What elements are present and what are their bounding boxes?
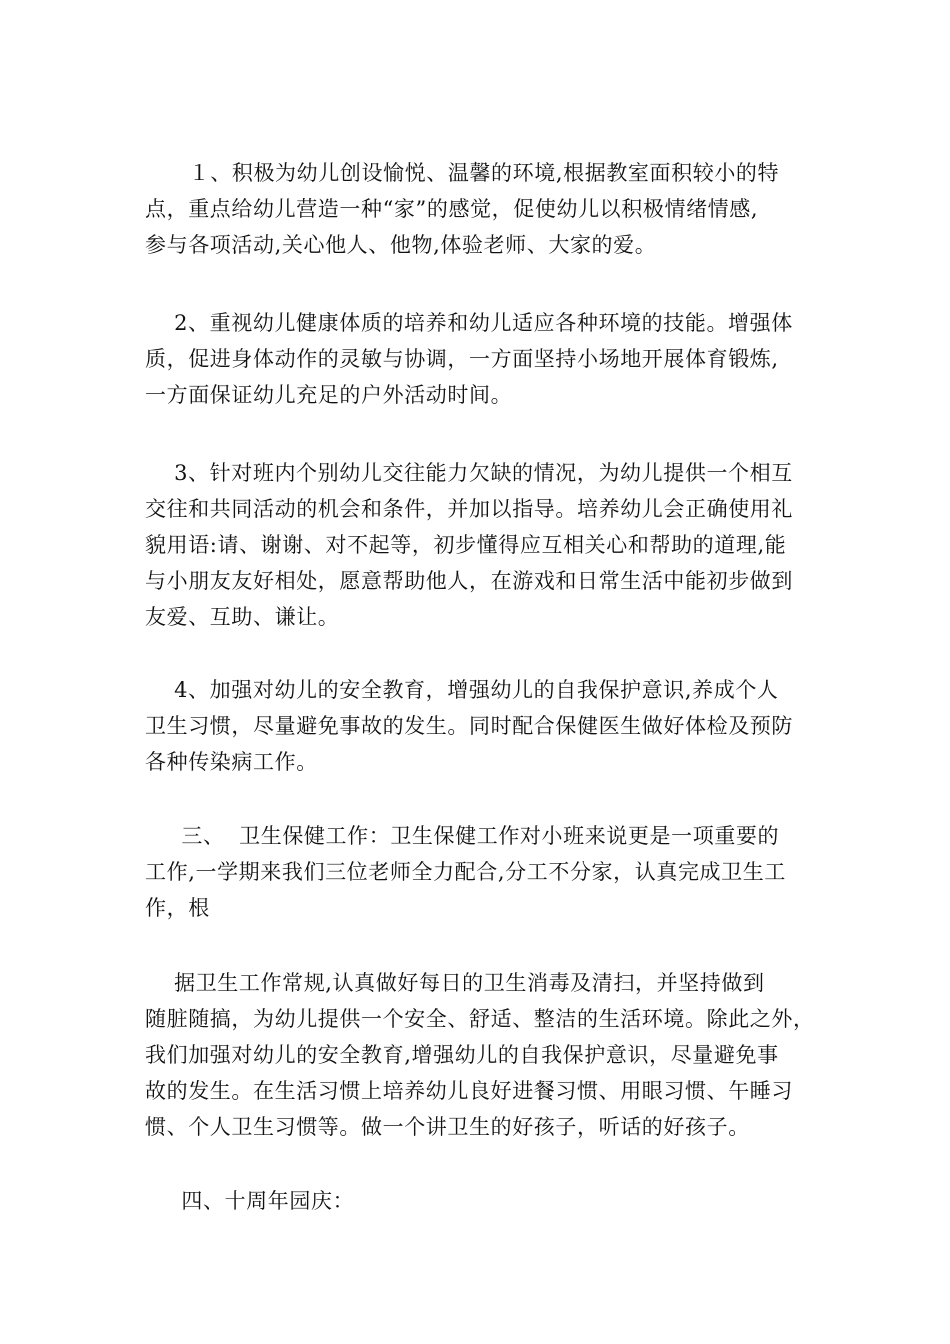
paragraph-line: 质，促进身体动作的灵敏与协调，一方面坚持小场地开展体育锻炼, bbox=[145, 347, 779, 371]
paragraph-line: 3、针对班内个别幼儿交往能力欠缺的情况，为幼儿提供一个相互 bbox=[145, 461, 793, 485]
paragraph-line: 作，根 bbox=[145, 896, 210, 920]
paragraph-1 bbox=[145, 155, 815, 263]
paragraph-line: 据卫生工作常规,认真做好每日的卫生消毒及清扫，并坚持做到 bbox=[145, 971, 765, 995]
section-heading-anniversary bbox=[145, 1183, 815, 1219]
paragraph-line: 参与各项活动,关心他人、他物,体验老师、大家的爱。 bbox=[145, 233, 657, 257]
paragraph-line: 随脏随搞，为幼儿提供一个安全、舒适、整洁的生活环境。除此之外， bbox=[145, 1007, 815, 1031]
paragraph-line: 友爱、互助、谦让。 bbox=[145, 605, 340, 629]
paragraph-line: 四、十周年园庆： bbox=[145, 1189, 355, 1213]
section-heading-health-care bbox=[145, 818, 815, 926]
paragraph-line: 工作,一学期来我们三位老师全力配合,分工不分家，认真完成卫生工 bbox=[145, 860, 786, 884]
paragraph-2 bbox=[145, 305, 815, 413]
paragraph-line: 我们加强对幼儿的安全教育,增强幼儿的自我保护意识，尽量避免事 bbox=[145, 1043, 779, 1067]
paragraph-4 bbox=[145, 672, 815, 780]
paragraph-line: 2、重视幼儿健康体质的培养和幼儿适应各种环境的技能。增强体 bbox=[145, 311, 793, 335]
paragraph-line: 惯、个人卫生习惯等。做一个讲卫生的好孩子，听话的好孩子。 bbox=[145, 1115, 750, 1139]
paragraph-line: 一方面保证幼儿充足的户外活动时间。 bbox=[145, 383, 513, 407]
paragraph-6 bbox=[145, 965, 815, 1145]
paragraph-line: 与小朋友友好相处，愿意帮助他人，在游戏和日常生活中能初步做到 bbox=[145, 569, 793, 593]
paragraph-line: 点，重点给幼儿营造一种“家”的感觉，促使幼儿以积极情绪情感, bbox=[145, 197, 759, 221]
paragraph-line: 貌用语:请、谢谢、对不起等，初步懂得应互相关心和帮助的道理,能 bbox=[145, 533, 787, 557]
paragraph-line: 故的发生。在生活习惯上培养幼儿良好进餐习惯、用眼习惯、午睡习 bbox=[145, 1079, 793, 1103]
paragraph-line: 三、 卫生保健工作：卫生保健工作对小班来说更是一项重要的 bbox=[145, 824, 780, 848]
paragraph-line: 4、加强对幼儿的安全教育，增强幼儿的自我保护意识,养成个人 bbox=[145, 678, 779, 702]
paragraph-line: 各种传染病工作。 bbox=[145, 750, 318, 774]
paragraph-line: 交往和共同活动的机会和条件，并加以指导。培养幼儿会正确使用礼 bbox=[145, 497, 793, 521]
paragraph-line: １、积极为幼儿创设愉悦、温馨的环境,根据教室面积较小的特 bbox=[145, 161, 780, 185]
paragraph-3 bbox=[145, 455, 815, 635]
paragraph-line: 卫生习惯，尽量避免事故的发生。同时配合保健医生做好体检及预防 bbox=[145, 714, 793, 738]
